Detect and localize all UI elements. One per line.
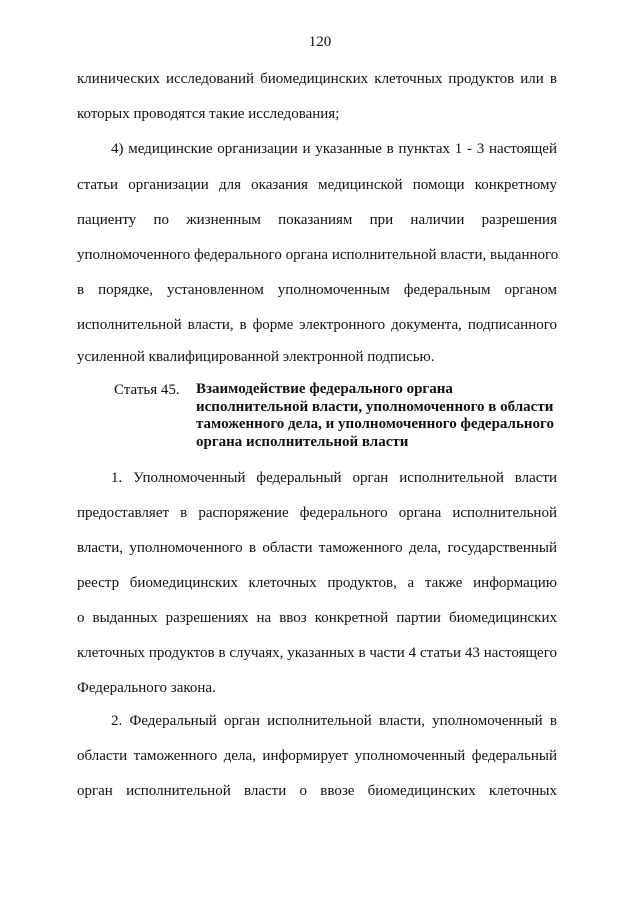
text-line: Федерального закона.	[77, 680, 216, 696]
text-line: 2. Федеральный орган исполнительной власти, уполномоченный в	[111, 713, 557, 729]
text-line: о выданных разрешениях на ввоз конкретной партии биомедицинских	[77, 610, 557, 626]
article-label: Статья 45.	[114, 382, 180, 398]
text-line: уполномоченного федерального органа исполнительной власти, выданного	[77, 247, 559, 263]
page-number: 120	[308, 34, 332, 50]
article-title-line: таможенного дела, и уполномоченного федерального	[196, 416, 554, 432]
text-line: орган исполнительной власти о ввозе биомедицинских клеточных	[77, 783, 557, 799]
text-line: исполнительной власти, в форме электронного документа, подписанного	[77, 317, 557, 333]
text-line: области таможенного дела, информирует уполномоченный федеральный	[77, 748, 557, 764]
text-line: пациенту по жизненным показаниям при наличии разрешения	[77, 212, 557, 228]
text-line: предоставляет в распоряжение федерального органа исполнительной	[77, 505, 557, 521]
article-title	[196, 381, 561, 451]
article-title-line: Взаимодействие федерального органа	[196, 381, 453, 397]
article-title-line: исполнительной власти, уполномоченного в области	[196, 398, 554, 415]
text-line: клеточных продуктов в случаях, указанных в части 4 статьи 43 настоящего	[77, 645, 557, 661]
text-line: усиленной квалифицированной электронной подписью.	[77, 349, 435, 365]
text-line: клинических исследований биомедицинских клеточных продуктов или в	[77, 71, 557, 87]
text-line: 1. Уполномоченный федеральный орган исполнительной власти	[111, 470, 557, 486]
text-line: власти, уполномоченного в области таможенного дела, государственный	[77, 540, 557, 556]
article-title-line: органа исполнительной власти	[196, 433, 409, 450]
text-line: 4) медицинские организации и указанные в пунктах 1 - 3 настоящей	[111, 141, 557, 157]
text-line: статьи организации для оказания медицинской помощи конкретному	[77, 177, 557, 193]
text-line: реестр биомедицинских клеточных продуктов, а также информацию	[77, 575, 557, 591]
text-line: в порядке, установленном уполномоченным федеральным органом	[77, 282, 557, 298]
text-line: которых проводятся такие исследования;	[77, 106, 340, 122]
